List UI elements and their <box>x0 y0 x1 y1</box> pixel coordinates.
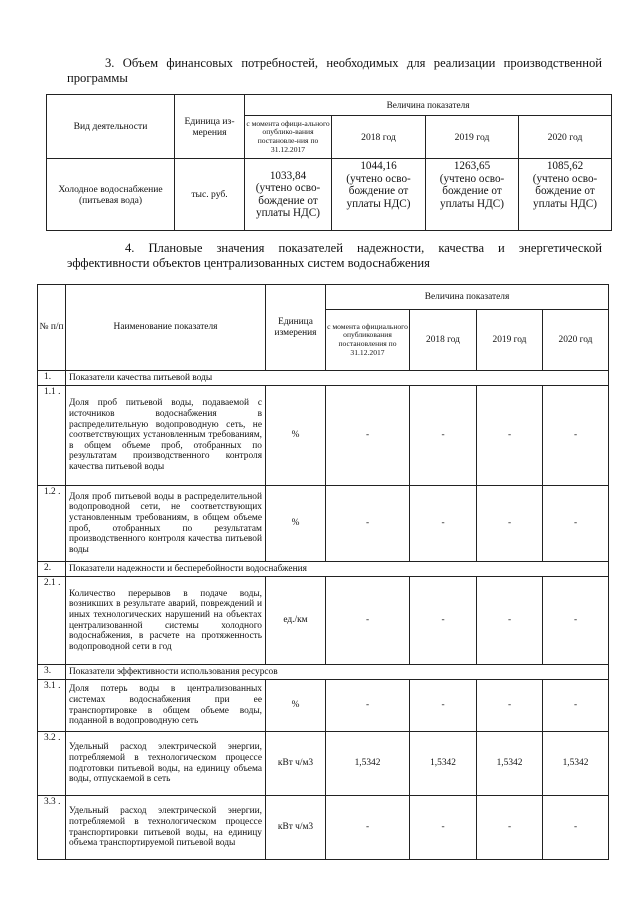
section-row <box>38 371 609 386</box>
value-cell <box>519 159 612 231</box>
row-name: Доля проб питьевой воды, подаваемой с источников водоснабжения в распределительную водопроводную сеть, не соответствующих установленным требованиям, в общем объеме проб, отобранных по результатам производственного контроля качества питьевой воды <box>66 386 266 486</box>
period-header: 2020 год <box>519 116 612 159</box>
row-num: 3.1 . <box>38 680 66 732</box>
value-note: (учтено осво-бождение от уплаты НДС) <box>532 172 598 210</box>
value-cell <box>245 159 332 231</box>
row-name: Доля потерь воды в централизованных системах водоснабжения при ее транспортировке в общем объеме воды, поданной в водопроводную сеть <box>66 680 266 732</box>
row-value: 1,5342 <box>326 732 410 796</box>
value-cell <box>426 159 519 231</box>
unit-cell: тыс. руб. <box>175 159 245 231</box>
row-name: Доля проб питьевой воды в распределительной водопроводной сети, не соответствующих установленным требованиям, в общем объеме проб, отобранных по результатам производственного контроля качества питьевой воды <box>66 486 266 562</box>
table-row <box>38 680 609 732</box>
row-value: - <box>477 680 543 732</box>
section3-title: 3. Объем финансовых потребностей, необходимых для реализации производственной программы <box>67 56 602 85</box>
table-row <box>38 796 609 860</box>
financial-needs-table <box>46 94 612 231</box>
section-row <box>38 665 609 680</box>
table-row <box>38 486 609 562</box>
period-header: 2019 год <box>426 116 519 159</box>
table-row <box>38 577 609 665</box>
section-num: 2. <box>38 562 66 577</box>
col-value-header: Величина показателя <box>326 285 609 310</box>
value-note: (учтено осво-бождение от уплаты НДС) <box>439 172 505 210</box>
row-unit: % <box>266 680 326 732</box>
row-unit: ед./км <box>266 577 326 665</box>
row-value: - <box>410 577 477 665</box>
row-value: 1,5342 <box>543 732 609 796</box>
value-amount: 1085,62 <box>546 160 584 172</box>
row-value: - <box>410 680 477 732</box>
value-amount: 1033,84 <box>269 169 307 182</box>
section-row <box>38 562 609 577</box>
row-value: - <box>477 577 543 665</box>
row-value: - <box>543 796 609 860</box>
row-unit: % <box>266 486 326 562</box>
row-num: 2.1 . <box>38 577 66 665</box>
value-note: (учтено осво-бождение от уплаты НДС) <box>255 182 321 219</box>
row-value: - <box>543 386 609 486</box>
row-value: - <box>477 796 543 860</box>
row-value: - <box>477 386 543 486</box>
row-value: - <box>326 796 410 860</box>
row-value: - <box>326 386 410 486</box>
table-row <box>38 732 609 796</box>
row-num: 1.2 . <box>38 486 66 562</box>
section-title: Показатели надежности и бесперебойности водоснабжения <box>66 562 609 577</box>
section-title: Показатели качества питьевой воды <box>66 371 609 386</box>
period-header: 2018 год <box>410 310 477 371</box>
row-num: 3.2 . <box>38 732 66 796</box>
row-value: - <box>543 680 609 732</box>
row-value: 1,5342 <box>410 732 477 796</box>
row-name: Удельный расход электрической энергии, потребляемой в технологическом процессе подготовки питьевой воды, на единицу объема воды, отпускаемой в сеть <box>66 732 266 796</box>
col-name-header: Наименование показателя <box>66 285 266 371</box>
period-header: 2018 год <box>332 116 426 159</box>
value-note: (учтено осво-бождение от уплаты НДС) <box>346 172 411 210</box>
row-unit: кВт ч/м3 <box>266 732 326 796</box>
row-unit: кВт ч/м3 <box>266 796 326 860</box>
period-header: 2020 год <box>543 310 609 371</box>
indicators-table <box>37 284 609 860</box>
row-value: - <box>410 796 477 860</box>
row-name: Количество перерывов в подаче воды, возникших в результате аварий, повреждений и иных технологических нарушений на объектах централизованной системы холодного водоснабжения, в расчете на протяженность водопроводной сети в год <box>66 577 266 665</box>
table-row <box>47 159 612 231</box>
row-value: - <box>326 577 410 665</box>
value-amount: 1044,16 <box>360 160 397 172</box>
value-amount: 1263,65 <box>453 160 491 172</box>
row-name: Удельный расход электрической энергии, потребляемой в технологическом процессе транспортировки питьевой воды, на единицу объема транспортируемой питьевой воды <box>66 796 266 860</box>
row-value: 1,5342 <box>477 732 543 796</box>
row-value: - <box>410 486 477 562</box>
row-value: - <box>543 486 609 562</box>
section-num: 1. <box>38 371 66 386</box>
col-num-header: № п/п <box>38 285 66 371</box>
value-cell <box>332 159 426 231</box>
col-activity-header: Вид деятельности <box>47 95 175 159</box>
col-value-header: Величина показателя <box>245 95 612 116</box>
activity-cell: Холодное водоснабжение (питьевая вода) <box>47 159 175 231</box>
section-title: Показатели эффективности использования ресурсов <box>66 665 609 680</box>
period-header: с момента офици-ального опублико-вания постановле-ния по 31.12.2017 <box>245 116 332 159</box>
row-value: - <box>326 680 410 732</box>
row-unit: % <box>266 386 326 486</box>
row-value: - <box>326 486 410 562</box>
section4-title: 4. Плановые значения показателей надежности, качества и энергетической эффективности объектов централизованных систем водоснабжения <box>67 241 602 270</box>
row-num: 3.3 . <box>38 796 66 860</box>
col-unit-header: Единица измерения <box>266 285 326 371</box>
section-num: 3. <box>38 665 66 680</box>
row-value: - <box>543 577 609 665</box>
period-header: с момента официального опубликования постановления по 31.12.2017 <box>326 310 410 371</box>
col-unit-header: Единица из-мерения <box>175 95 245 159</box>
period-header: 2019 год <box>477 310 543 371</box>
row-value: - <box>410 386 477 486</box>
table-row <box>38 386 609 486</box>
row-num: 1.1 . <box>38 386 66 486</box>
row-value: - <box>477 486 543 562</box>
